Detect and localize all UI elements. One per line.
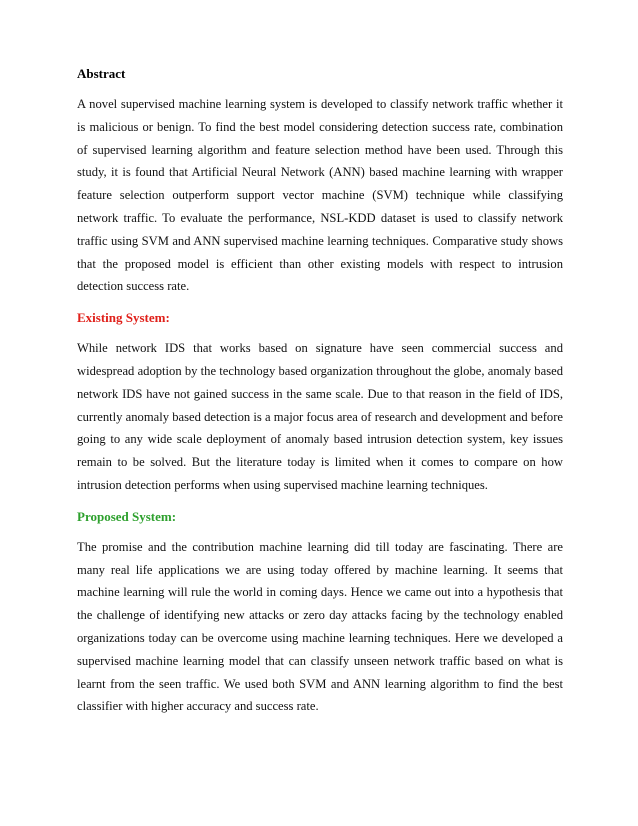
existing-system-heading: Existing System: (77, 310, 170, 326)
existing-system-paragraph: While network IDS that works based on signature have seen commercial success and widespread adoption by the technology based organization throughout the globe, anomaly based network IDS have not gained success in the same scale. Due to that reason in the field of IDS, currently anomaly based detection is a major focus area of research and development and before going to any wide scale deployment of anomaly based intrusion detection system, key issues remain to be solved. But the literature today is limited when it comes to compare on how intrusion detection performs when using supervised machine learning techniques. (77, 341, 563, 492)
proposed-system-heading: Proposed System: (77, 508, 177, 524)
abstract-paragraph: A novel supervised machine learning system is developed to classify network traffic whether it is malicious or benign. To find the best model considering detection success rate, combination of supervised learning algorithm and feature selection method have been used. Through this study, it is found that Artificial Neural Network (ANN) based machine learning with wrapper feature selection outperform support vector machine (SVM) technique while classifying network traffic. To evaluate the performance, NSL-KDD dataset is used to classify network traffic using SVM and ANN supervised machine learning techniques. Comparative study shows that the proposed model is efficient than other existing models with respect to intrusion detection success rate. (77, 97, 563, 294)
document-page (77, 62, 563, 718)
abstract-heading: Abstract (77, 66, 126, 81)
proposed-system-paragraph: The promise and the contribution machine learning did till today are fascinating. There are many real life applications we are using today offered by machine learning. It seems that machine learning will rule the world in coming days. Hence we came out into a hypothesis that the challenge of identifying new attacks or zero day attacks facing by the technology enabled organizations today can be overcome using machine learning techniques. Here we developed a supervised machine learning model that can classify unseen network traffic based on what is learnt from the seen traffic. We used both SVM and ANN learning algorithm to find the best classifier with higher accuracy and success rate. (77, 539, 563, 714)
